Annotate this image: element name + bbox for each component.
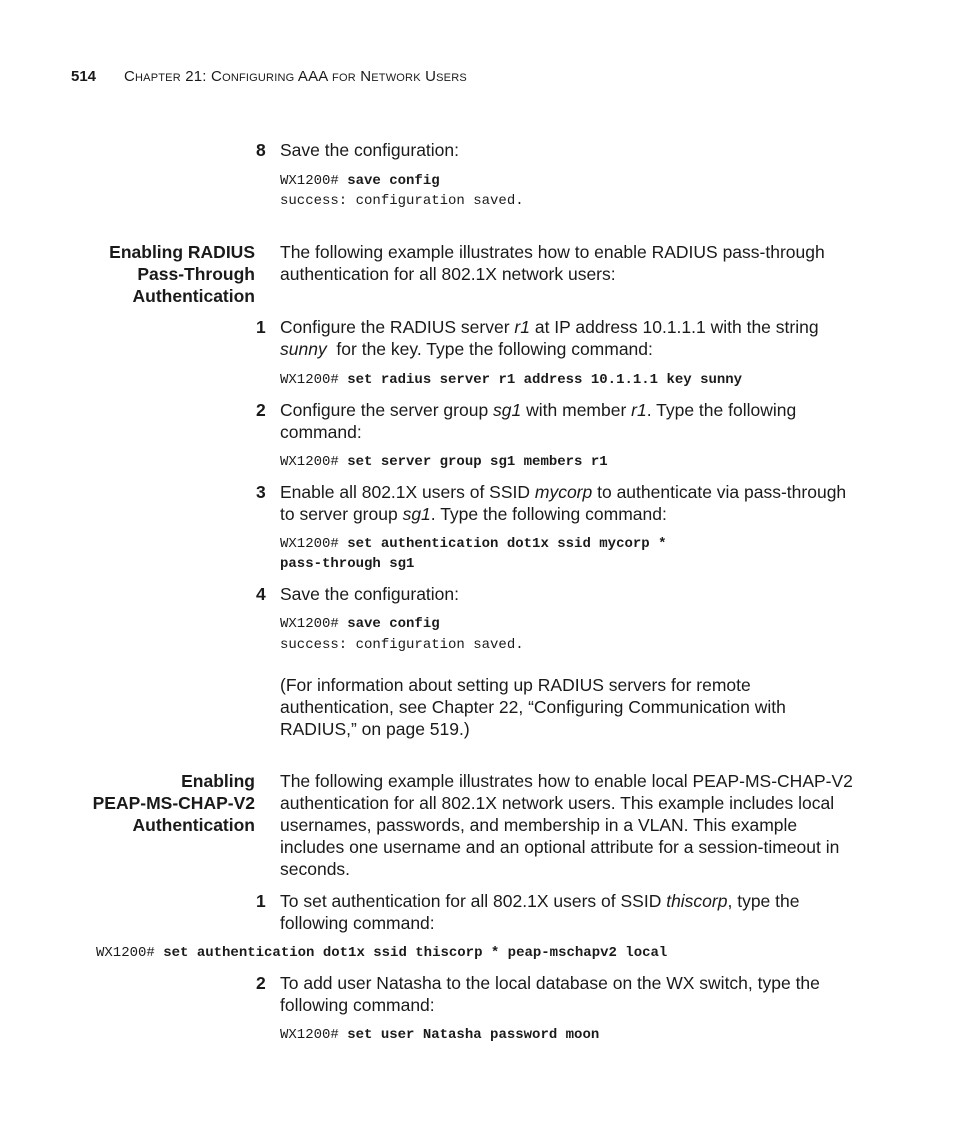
section-heading-peap [15, 770, 255, 836]
heading-line: Authentication [132, 815, 255, 835]
step-number: 1 [256, 317, 266, 337]
step-text [280, 316, 819, 360]
code-prompt: WX1200# [280, 1027, 339, 1043]
italic-term: sg1 [493, 400, 522, 420]
text-line: To add user Natasha to the local database on the WX switch, type the [280, 973, 820, 993]
step-text [280, 972, 820, 1016]
code-prompt: WX1200# [280, 536, 339, 552]
code-command: set authentication dot1x ssid mycorp * [347, 536, 667, 552]
text-run: with member [521, 400, 632, 420]
code-command: pass-through sg1 [280, 556, 415, 572]
peap-intro [280, 770, 853, 880]
code-prompt: WX1200# [280, 616, 339, 632]
text-line: RADIUS,” on page 519.) [280, 719, 470, 739]
text-run: to authenticate via pass-through [592, 482, 847, 502]
text-line: authentication for all 802.1X network users: [280, 264, 616, 284]
chapter-title: Chapter 21: Configuring AAA for Network Users [124, 68, 467, 85]
text-line: seconds. [280, 859, 351, 879]
code-line [280, 1025, 599, 1045]
code-output: success: configuration saved. [280, 637, 524, 653]
italic-term: r1 [514, 317, 530, 337]
italic-term: thiscorp [666, 891, 728, 911]
code-prompt: WX1200# [96, 945, 155, 961]
code-line [280, 534, 666, 554]
step-number: 8 [256, 140, 266, 160]
text-run: , type the [727, 891, 800, 911]
page-number: 514 [71, 68, 97, 85]
code-line [280, 554, 414, 574]
text-run: To set authentication for all 802.1X users of SSID [280, 891, 667, 911]
step-text [280, 481, 846, 525]
text-line: usernames, passwords, and membership in a VLAN. This example [280, 815, 798, 835]
code-command: set authentication dot1x ssid thiscorp * peap-mschapv2 local [163, 945, 668, 961]
heading-line: Authentication [132, 286, 255, 306]
heading-line: Enabling [181, 771, 255, 791]
step-number: 3 [256, 482, 266, 502]
text-run: Configure the server group [280, 400, 494, 420]
text-line: The following example illustrates how to enable RADIUS pass-through [280, 242, 825, 262]
step-number: 2 [256, 973, 266, 993]
text-line: authentication for all 802.1X network users. This example includes local [280, 793, 835, 813]
code-line [280, 452, 608, 472]
text-run: Configure the RADIUS server [280, 317, 515, 337]
step-text [280, 399, 796, 443]
radius-intro [280, 241, 825, 285]
code-line [280, 171, 440, 191]
section-heading-radius [15, 241, 255, 307]
text-line: (For information about setting up RADIUS servers for remote [280, 675, 751, 695]
step-text: Save the configuration: [280, 584, 460, 604]
text-line: following command: [280, 995, 435, 1015]
text-run: for the key. Type the following command: [326, 339, 653, 359]
italic-term: r1 [631, 400, 647, 420]
code-line [96, 943, 667, 963]
step-number: 2 [256, 400, 266, 420]
text-run: at IP address 10.1.1.1 with the string [529, 317, 819, 337]
text-line: authentication, see Chapter 22, “Configuring Communication with [280, 697, 786, 717]
text-run: . Type the following command: [430, 504, 667, 524]
code-line [280, 614, 440, 634]
code-prompt: WX1200# [280, 454, 339, 470]
text-line: The following example illustrates how to enable local PEAP-MS-CHAP-V2 [280, 771, 853, 791]
step-number: 4 [256, 584, 266, 604]
text-line: command: [280, 422, 362, 442]
text-line: includes one username and an optional attribute for a session-timeout in [280, 837, 840, 857]
reference-note [280, 674, 786, 740]
code-prompt: WX1200# [280, 372, 339, 388]
step-text [280, 890, 799, 934]
code-command: save config [347, 173, 440, 189]
code-prompt: WX1200# [280, 173, 339, 189]
heading-line: PEAP-MS-CHAP-V2 [92, 793, 255, 813]
text-run: Enable all 802.1X users of SSID [280, 482, 535, 502]
text-run: to server group [280, 504, 403, 524]
code-line [280, 370, 742, 390]
step-text: Save the configuration: [280, 140, 460, 160]
code-command: set user Natasha password moon [347, 1027, 600, 1043]
text-line: following command: [280, 913, 435, 933]
step-number: 1 [256, 891, 266, 911]
code-command: set radius server r1 address 10.1.1.1 key sunny [347, 372, 743, 388]
code-output: success: configuration saved. [280, 193, 524, 209]
italic-term: sunny [280, 339, 327, 359]
code-command: save config [347, 616, 440, 632]
code-command: set server group sg1 members r1 [347, 454, 608, 470]
text-run: . Type the following [646, 400, 797, 420]
italic-term: mycorp [534, 482, 593, 502]
heading-line: Pass-Through [137, 264, 255, 284]
italic-term: sg1 [402, 504, 431, 524]
heading-line: Enabling RADIUS [109, 242, 255, 262]
